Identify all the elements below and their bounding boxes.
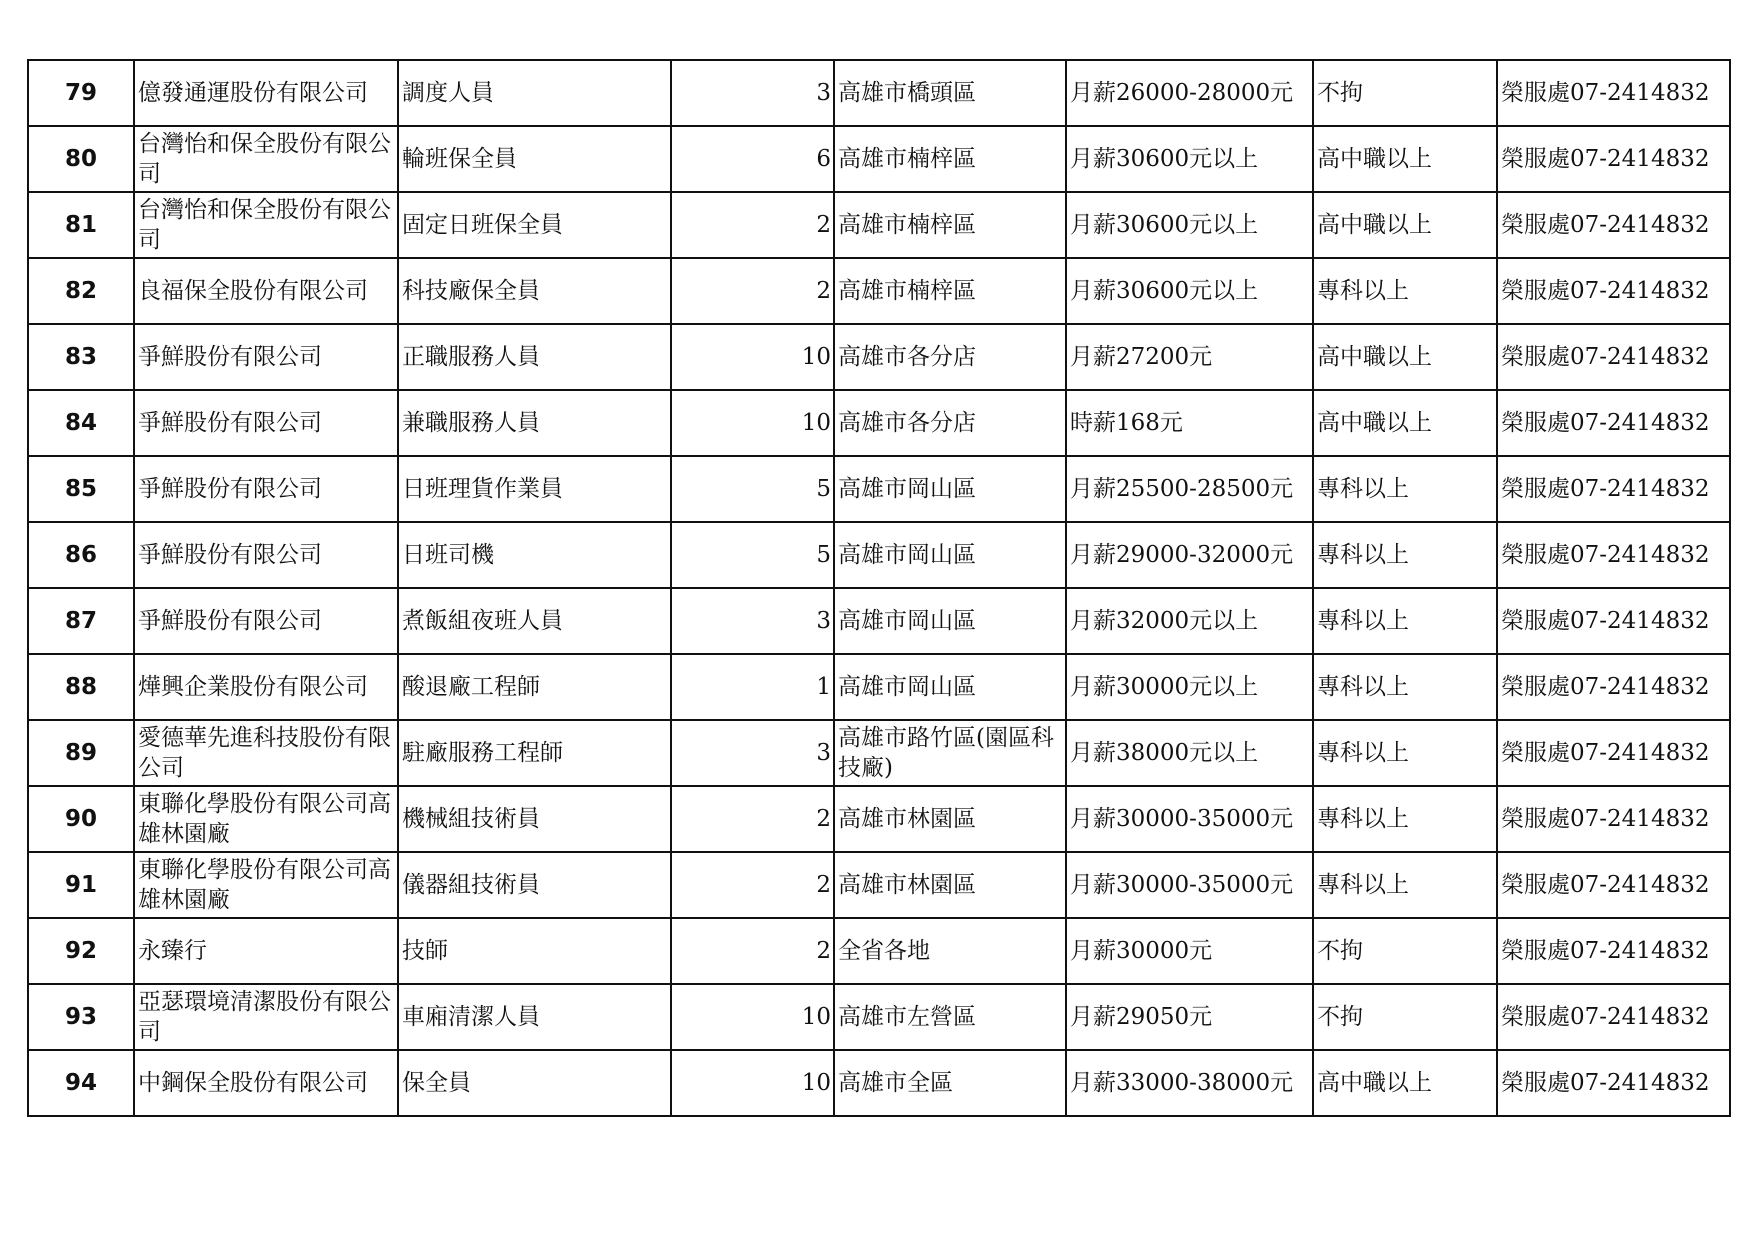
row-number: 90 <box>28 786 134 852</box>
contact-info: 榮服處07-2414832 <box>1497 258 1730 324</box>
education-requirement: 不拘 <box>1313 984 1497 1050</box>
table-row <box>28 258 1730 324</box>
company-name: 爭鮮股份有限公司 <box>134 522 398 588</box>
contact-info: 榮服處07-2414832 <box>1497 918 1730 984</box>
contact-info: 榮服處07-2414832 <box>1497 60 1730 126</box>
contact-info: 榮服處07-2414832 <box>1497 522 1730 588</box>
table-row <box>28 126 1730 192</box>
row-number: 86 <box>28 522 134 588</box>
table-row <box>28 192 1730 258</box>
work-location: 高雄市林園區 <box>834 852 1066 918</box>
job-position: 調度人員 <box>398 60 671 126</box>
openings-count: 10 <box>671 390 834 456</box>
openings-count: 2 <box>671 258 834 324</box>
education-requirement: 不拘 <box>1313 60 1497 126</box>
company-name: 亞瑟環境清潔股份有限公司 <box>134 984 398 1050</box>
education-requirement: 專科以上 <box>1313 258 1497 324</box>
row-number: 83 <box>28 324 134 390</box>
company-name: 燁興企業股份有限公司 <box>134 654 398 720</box>
openings-count: 5 <box>671 522 834 588</box>
company-name: 東聯化學股份有限公司高雄林園廠 <box>134 786 398 852</box>
job-position: 兼職服務人員 <box>398 390 671 456</box>
salary: 月薪30600元以上 <box>1066 192 1313 258</box>
row-number: 92 <box>28 918 134 984</box>
salary: 月薪38000元以上 <box>1066 720 1313 786</box>
work-location: 高雄市路竹區(園區科技廠) <box>834 720 1066 786</box>
table-row <box>28 324 1730 390</box>
job-position: 煮飯組夜班人員 <box>398 588 671 654</box>
salary: 月薪25500-28500元 <box>1066 456 1313 522</box>
job-position: 酸退廠工程師 <box>398 654 671 720</box>
row-number: 81 <box>28 192 134 258</box>
contact-info: 榮服處07-2414832 <box>1497 1050 1730 1116</box>
company-name: 愛德華先進科技股份有限公司 <box>134 720 398 786</box>
table-row <box>28 984 1730 1050</box>
education-requirement: 高中職以上 <box>1313 192 1497 258</box>
table-row <box>28 918 1730 984</box>
job-position: 儀器組技術員 <box>398 852 671 918</box>
table-row <box>28 720 1730 786</box>
salary: 月薪30000元以上 <box>1066 654 1313 720</box>
education-requirement: 高中職以上 <box>1313 1050 1497 1116</box>
education-requirement: 專科以上 <box>1313 522 1497 588</box>
education-requirement: 專科以上 <box>1313 852 1497 918</box>
work-location: 高雄市岡山區 <box>834 654 1066 720</box>
job-position: 科技廠保全員 <box>398 258 671 324</box>
salary: 時薪168元 <box>1066 390 1313 456</box>
table-row <box>28 390 1730 456</box>
salary: 月薪29050元 <box>1066 984 1313 1050</box>
row-number: 84 <box>28 390 134 456</box>
company-name: 爭鮮股份有限公司 <box>134 324 398 390</box>
contact-info: 榮服處07-2414832 <box>1497 324 1730 390</box>
openings-count: 10 <box>671 1050 834 1116</box>
table-row <box>28 786 1730 852</box>
company-name: 東聯化學股份有限公司高雄林園廠 <box>134 852 398 918</box>
row-number: 80 <box>28 126 134 192</box>
company-name: 中鋼保全股份有限公司 <box>134 1050 398 1116</box>
company-name: 爭鮮股份有限公司 <box>134 588 398 654</box>
table-row <box>28 60 1730 126</box>
contact-info: 榮服處07-2414832 <box>1497 588 1730 654</box>
salary: 月薪30000-35000元 <box>1066 786 1313 852</box>
table-row <box>28 852 1730 918</box>
row-number: 91 <box>28 852 134 918</box>
work-location: 高雄市林園區 <box>834 786 1066 852</box>
work-location: 高雄市楠梓區 <box>834 192 1066 258</box>
openings-count: 2 <box>671 852 834 918</box>
education-requirement: 不拘 <box>1313 918 1497 984</box>
table-row <box>28 654 1730 720</box>
salary: 月薪29000-32000元 <box>1066 522 1313 588</box>
company-name: 永臻行 <box>134 918 398 984</box>
salary: 月薪32000元以上 <box>1066 588 1313 654</box>
openings-count: 2 <box>671 918 834 984</box>
work-location: 高雄市楠梓區 <box>834 258 1066 324</box>
education-requirement: 高中職以上 <box>1313 126 1497 192</box>
education-requirement: 高中職以上 <box>1313 390 1497 456</box>
job-position: 固定日班保全員 <box>398 192 671 258</box>
company-name: 台灣怡和保全股份有限公司 <box>134 126 398 192</box>
company-name: 良福保全股份有限公司 <box>134 258 398 324</box>
contact-info: 榮服處07-2414832 <box>1497 456 1730 522</box>
work-location: 高雄市各分店 <box>834 324 1066 390</box>
openings-count: 10 <box>671 324 834 390</box>
row-number: 85 <box>28 456 134 522</box>
salary: 月薪30600元以上 <box>1066 126 1313 192</box>
work-location: 高雄市橋頭區 <box>834 60 1066 126</box>
openings-count: 2 <box>671 192 834 258</box>
education-requirement: 專科以上 <box>1313 786 1497 852</box>
salary: 月薪30600元以上 <box>1066 258 1313 324</box>
job-position: 機械組技術員 <box>398 786 671 852</box>
job-position: 輪班保全員 <box>398 126 671 192</box>
contact-info: 榮服處07-2414832 <box>1497 192 1730 258</box>
work-location: 全省各地 <box>834 918 1066 984</box>
job-position: 技師 <box>398 918 671 984</box>
contact-info: 榮服處07-2414832 <box>1497 654 1730 720</box>
work-location: 高雄市全區 <box>834 1050 1066 1116</box>
job-position: 保全員 <box>398 1050 671 1116</box>
job-position: 日班司機 <box>398 522 671 588</box>
salary: 月薪27200元 <box>1066 324 1313 390</box>
openings-count: 1 <box>671 654 834 720</box>
company-name: 台灣怡和保全股份有限公司 <box>134 192 398 258</box>
table-row <box>28 522 1730 588</box>
openings-count: 6 <box>671 126 834 192</box>
job-listing-table <box>27 59 1731 1117</box>
education-requirement: 專科以上 <box>1313 720 1497 786</box>
openings-count: 3 <box>671 60 834 126</box>
openings-count: 5 <box>671 456 834 522</box>
work-location: 高雄市左營區 <box>834 984 1066 1050</box>
row-number: 94 <box>28 1050 134 1116</box>
work-location: 高雄市岡山區 <box>834 588 1066 654</box>
contact-info: 榮服處07-2414832 <box>1497 852 1730 918</box>
row-number: 93 <box>28 984 134 1050</box>
job-position: 車廂清潔人員 <box>398 984 671 1050</box>
salary: 月薪30000元 <box>1066 918 1313 984</box>
work-location: 高雄市各分店 <box>834 390 1066 456</box>
work-location: 高雄市楠梓區 <box>834 126 1066 192</box>
row-number: 82 <box>28 258 134 324</box>
openings-count: 3 <box>671 720 834 786</box>
salary: 月薪26000-28000元 <box>1066 60 1313 126</box>
company-name: 爭鮮股份有限公司 <box>134 390 398 456</box>
education-requirement: 專科以上 <box>1313 654 1497 720</box>
openings-count: 3 <box>671 588 834 654</box>
salary: 月薪30000-35000元 <box>1066 852 1313 918</box>
table-row <box>28 1050 1730 1116</box>
row-number: 79 <box>28 60 134 126</box>
row-number: 89 <box>28 720 134 786</box>
job-position: 駐廠服務工程師 <box>398 720 671 786</box>
contact-info: 榮服處07-2414832 <box>1497 390 1730 456</box>
table-row <box>28 588 1730 654</box>
row-number: 88 <box>28 654 134 720</box>
openings-count: 2 <box>671 786 834 852</box>
company-name: 爭鮮股份有限公司 <box>134 456 398 522</box>
education-requirement: 專科以上 <box>1313 588 1497 654</box>
salary: 月薪33000-38000元 <box>1066 1050 1313 1116</box>
contact-info: 榮服處07-2414832 <box>1497 786 1730 852</box>
contact-info: 榮服處07-2414832 <box>1497 984 1730 1050</box>
table-row <box>28 456 1730 522</box>
job-position: 日班理貨作業員 <box>398 456 671 522</box>
contact-info: 榮服處07-2414832 <box>1497 126 1730 192</box>
job-table-body <box>28 60 1730 1116</box>
openings-count: 10 <box>671 984 834 1050</box>
education-requirement: 專科以上 <box>1313 456 1497 522</box>
job-position: 正職服務人員 <box>398 324 671 390</box>
work-location: 高雄市岡山區 <box>834 522 1066 588</box>
contact-info: 榮服處07-2414832 <box>1497 720 1730 786</box>
education-requirement: 高中職以上 <box>1313 324 1497 390</box>
company-name: 億發通運股份有限公司 <box>134 60 398 126</box>
work-location: 高雄市岡山區 <box>834 456 1066 522</box>
row-number: 87 <box>28 588 134 654</box>
